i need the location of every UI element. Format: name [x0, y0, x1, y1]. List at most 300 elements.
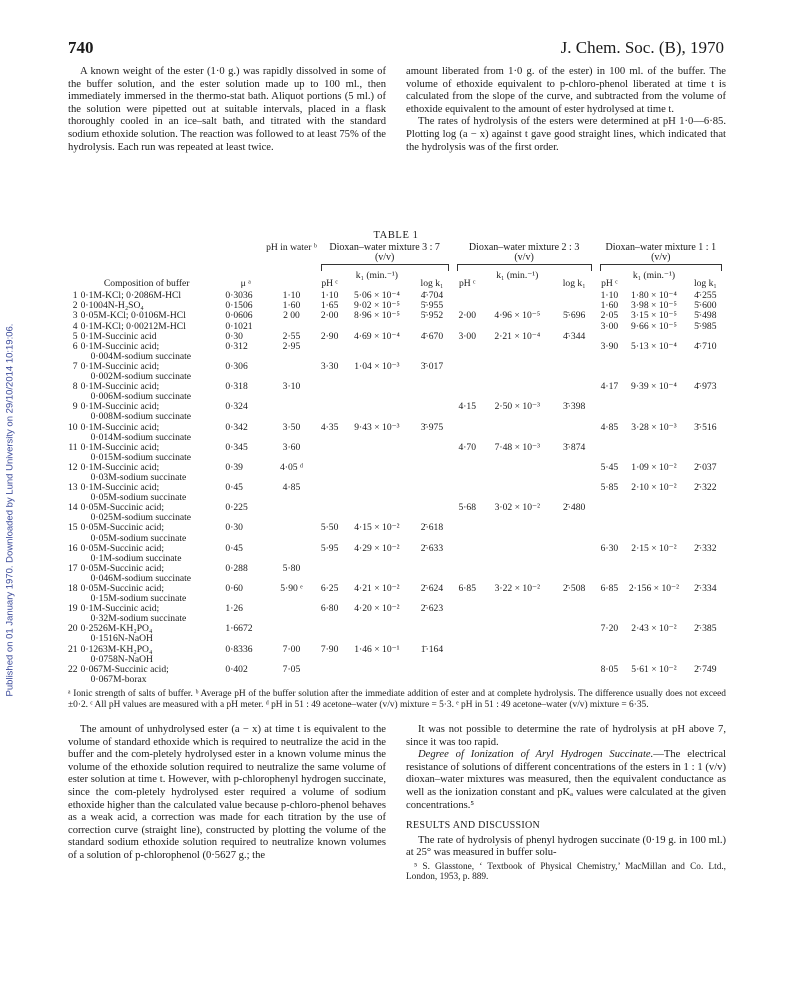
ph-1-1: 5·85 [600, 482, 619, 494]
k1-2-3: 3·02 × 10⁻² [494, 502, 540, 514]
ph-in-water: 2 00 [283, 310, 300, 322]
buffer-line-1: 0·05M-KCl; 0·0106M-HCl [80, 310, 186, 322]
k1-1-1 [623, 402, 685, 422]
buffer-composition [81, 443, 226, 463]
buffer-composition [81, 604, 226, 624]
ph-in-water [266, 362, 317, 382]
k1-2-3 [482, 463, 553, 483]
group-header-2: Dioxan–water mixture 2 : 3 (v/v) [468, 242, 580, 264]
k1-3-7: 4·20 × 10⁻² [354, 603, 400, 615]
ph-3-7: 7·90 [320, 643, 339, 655]
logk1-3-7: 5̄·952 [420, 310, 444, 322]
col-composition-header: Composition of buffer [103, 278, 190, 290]
ph-3-7 [317, 382, 343, 402]
buffer-composition [81, 665, 226, 685]
logk1-2-3 [553, 544, 596, 564]
ph-in-water: 5·90 ᵉ [280, 583, 303, 594]
ionic-strength: 0·306 [225, 360, 248, 372]
table-row [68, 544, 726, 564]
logk1-1-1: 2̄·749 [694, 663, 717, 675]
k1-2-3 [482, 423, 553, 443]
table-row [68, 423, 726, 443]
ionic-strength: 1·6672 [225, 623, 253, 635]
ph-3-7 [317, 624, 343, 644]
k1-1-1: 1·09 × 10⁻² [631, 461, 677, 473]
buffer-line-2: 0·025M-sodium succinate [90, 512, 192, 524]
buffer-line-1: 0·1M-Succinic acid; [80, 421, 160, 433]
ph-3-7 [317, 503, 343, 523]
buffer-line-1: 0·05M-Succinic acid; [80, 542, 164, 554]
k1-1-1: 9·39 × 10⁻⁴ [631, 381, 677, 393]
col-ph-header: pH ᶜ [601, 278, 618, 290]
ionic-strength: 0·1506 [225, 300, 253, 312]
k1-3-7 [342, 483, 411, 503]
logk1-3-7 [411, 483, 452, 503]
logk1-2-3 [553, 423, 596, 443]
logk1-2-3: 3̄·398 [562, 401, 586, 413]
col-logk1-header: log k₁ [562, 278, 586, 290]
ionic-strength: 0·30 [225, 330, 243, 342]
table-row [68, 342, 726, 362]
table-row [68, 483, 726, 503]
buffer-line-2: 0·015M-sodium succinate [90, 451, 192, 463]
download-watermark [2, 210, 18, 810]
table-row [68, 362, 726, 382]
ph-2-3 [453, 483, 482, 503]
k1-3-7: 4·69 × 10⁻⁴ [354, 330, 400, 342]
ph-3-7: 4·35 [320, 421, 339, 433]
k1-1-1: 2·10 × 10⁻² [631, 482, 677, 494]
ph-in-water [266, 523, 317, 543]
ph-2-3 [453, 624, 482, 644]
col-ph-water-header: pH in water ᵇ [266, 242, 317, 253]
table-row [68, 382, 726, 402]
logk1-2-3 [553, 604, 596, 624]
k1-1-1: 2·15 × 10⁻² [631, 542, 677, 554]
logk1-3-7 [411, 342, 452, 362]
row-number: 19 [68, 603, 78, 615]
logk1-3-7: 4̄·704 [420, 290, 444, 302]
buffer-line-1: 0·1M-Succinic acid; [80, 360, 160, 372]
ph-1-1 [596, 564, 624, 584]
ph-2-3 [453, 291, 482, 301]
ph-in-water: 4·85 [282, 482, 301, 494]
ph-1-1: 8·05 [600, 663, 619, 675]
top-left-column [68, 66, 386, 154]
ph-1-1 [596, 523, 624, 543]
k1-3-7 [342, 564, 411, 584]
logk1-1-1 [685, 362, 726, 382]
logk1-1-1 [685, 523, 726, 543]
ph-1-1 [596, 645, 624, 665]
ph-1-1: 3·90 [600, 340, 619, 352]
k1-1-1 [623, 523, 685, 543]
ionic-strength: 0·288 [225, 562, 248, 574]
buffer-line-1: 0·1M-Succinic acid; [80, 340, 160, 352]
col-ph-header: pH ᶜ [321, 278, 338, 290]
ph-1-1: 1·10 [600, 290, 619, 302]
row-number: 14 [68, 502, 78, 514]
logk1-1-1: 2̄·037 [694, 461, 717, 473]
ph-3-7 [317, 564, 343, 584]
k1-2-3 [482, 645, 553, 665]
ph-in-water: 3·10 [282, 381, 301, 393]
col-logk1-header: log k₁ [693, 278, 717, 290]
ionic-strength: 0·39 [225, 461, 243, 473]
col-k1-header: k₁ (min.⁻¹) [355, 270, 398, 282]
ionic-strength: 0·1021 [225, 320, 253, 332]
k1-1-1 [623, 564, 685, 584]
ionic-strength: 0·225 [225, 502, 248, 514]
logk1-1-1: 5̄·985 [694, 320, 717, 332]
table-row [68, 645, 726, 665]
row-number: 15 [68, 522, 78, 534]
buffer-line-1: 0·2526M-KH₂PO₄ [80, 623, 153, 635]
table-row [68, 332, 726, 342]
ph-2-3 [453, 544, 482, 564]
ph-2-3 [453, 463, 482, 483]
table-row [68, 584, 726, 604]
buffer-line-1: 0·1004N-H₂SO₄ [80, 300, 144, 312]
ionic-strength: 0·0606 [225, 310, 253, 322]
ph-3-7 [317, 483, 343, 503]
logk1-1-1: 4̄·255 [694, 290, 717, 302]
row-number: 22 [68, 663, 78, 675]
ph-3-7: 1·10 [320, 290, 339, 302]
paragraph-ionization [406, 749, 726, 812]
table-row [68, 503, 726, 523]
logk1-3-7 [411, 463, 452, 483]
row-number: 6 [72, 340, 78, 352]
ph-3-7 [317, 402, 343, 422]
ph-in-water: 7·00 [282, 643, 301, 655]
k1-1-1: 3·15 × 10⁻⁵ [631, 310, 677, 322]
k1-2-3 [482, 665, 553, 685]
logk1-3-7 [411, 402, 452, 422]
table-title: TABLE 1 [373, 230, 419, 241]
col-logk1-header: log k₁ [420, 278, 444, 290]
logk1-2-3 [553, 382, 596, 402]
logk1-2-3 [553, 362, 596, 382]
ph-2-3 [453, 342, 482, 362]
ph-2-3: 3·00 [458, 330, 477, 342]
ph-3-7: 2·00 [320, 310, 339, 322]
k1-1-1: 2·156 × 10⁻² [628, 583, 679, 594]
logk1-2-3 [553, 523, 596, 543]
logk1-1-1: 4̄·973 [694, 381, 717, 393]
logk1-2-3: 2̄·508 [562, 583, 586, 594]
logk1-1-1 [685, 604, 726, 624]
k1-3-7 [342, 382, 411, 402]
ph-2-3: 4·15 [458, 401, 477, 413]
k1-3-7: 5·06 × 10⁻⁴ [354, 290, 400, 302]
ph-2-3: 5·68 [458, 502, 477, 514]
ph-1-1 [596, 402, 624, 422]
buffer-line-2: 0·008M-sodium succinate [90, 411, 192, 423]
k1-1-1: 3·98 × 10⁻⁵ [631, 300, 677, 312]
row-number: 16 [68, 542, 78, 554]
logk1-3-7: 2̄·618 [420, 522, 444, 534]
k1-3-7 [342, 402, 411, 422]
k1-3-7 [342, 463, 411, 483]
table-row [68, 665, 726, 685]
table-footnote: ᵃ Ionic strength of salts of buffer. ᵇ Average pH of the buffer solution after the immediate addition of ester and at complete hydrolysis. The difference usually does not exceed ±0·2. ᶜ All pH values are measured with a pH meter. ᵈ pH in 51 : 49 acetone–water (v/v) mixture = 5·3. ᵉ pH in 51 : 49 acetone–water (v/v) mixture = 6·35. [68, 689, 726, 710]
buffer-line-2: 0·006M-sodium succinate [90, 391, 192, 403]
k1-3-7 [342, 624, 411, 644]
paragraph-rates: The rates of hydrolysis of the esters were determined at pH 1·0—6·85. Plotting log (a − x) against t gave good straight lines, which indicated that the hydrolysis was of the first order. [406, 116, 726, 153]
k1-1-1: 3·28 × 10⁻³ [631, 421, 677, 433]
buffer-composition [81, 463, 226, 483]
logk1-2-3 [553, 564, 596, 584]
logk1-1-1: 4̄·710 [694, 340, 717, 352]
k1-3-7: 4·21 × 10⁻² [354, 583, 400, 594]
logk1-1-1 [685, 443, 726, 463]
logk1-3-7: 1̄·164 [420, 643, 444, 655]
row-number: 11 [68, 441, 78, 453]
logk1-3-7: 2̄·624 [420, 583, 444, 594]
logk1-3-7 [411, 564, 452, 584]
logk1-3-7 [411, 443, 452, 463]
logk1-3-7: 3̄·975 [420, 421, 444, 433]
ph-1-1: 4·17 [600, 381, 619, 393]
buffer-composition [81, 544, 226, 564]
logk1-3-7: 2̄·623 [420, 603, 444, 615]
logk1-2-3: 4̄·344 [562, 330, 586, 342]
k1-2-3: 4·96 × 10⁻⁵ [494, 310, 541, 322]
buffer-line-1: 0·067M-Succinic acid; [80, 663, 169, 675]
table-row [68, 402, 726, 422]
buffer-line-2: 0·1M-sodium succinate [90, 552, 182, 564]
logk1-1-1: 3̄·516 [694, 421, 717, 433]
k1-2-3 [482, 291, 553, 301]
ph-2-3 [453, 645, 482, 665]
k1-2-3: 7·48 × 10⁻³ [494, 441, 540, 453]
ph-2-3 [453, 564, 482, 584]
row-number: 20 [68, 623, 78, 635]
k1-3-7: 9·43 × 10⁻³ [354, 421, 400, 433]
ionic-strength: 0·324 [225, 401, 248, 413]
k1-1-1 [623, 443, 685, 463]
k1-1-1 [623, 645, 685, 665]
data-table [68, 243, 726, 685]
k1-1-1: 5·13 × 10⁻⁴ [631, 340, 677, 352]
k1-2-3 [482, 624, 553, 644]
buffer-line-2: 0·067M-borax [90, 673, 147, 685]
logk1-2-3: 5̄·696 [562, 310, 586, 322]
ph-in-water: 2·55 [282, 330, 301, 342]
k1-2-3 [482, 362, 553, 382]
bottom-right-column [406, 724, 726, 883]
logk1-2-3 [553, 483, 596, 503]
logk1-3-7: 3̄·017 [420, 360, 444, 372]
row-number: 17 [68, 562, 78, 574]
logk1-1-1: 2̄·332 [694, 542, 717, 554]
ionic-strength: 1·26 [225, 603, 243, 615]
logk1-1-1: 5̄·600 [694, 300, 717, 312]
k1-3-7 [342, 443, 411, 463]
logk1-1-1: 2̄·322 [694, 482, 717, 494]
table-row [68, 564, 726, 584]
buffer-composition [81, 342, 226, 362]
ionic-strength: 0·402 [225, 663, 248, 675]
ph-2-3: 2·00 [458, 310, 477, 322]
ionic-strength: 0·45 [225, 542, 243, 554]
k1-2-3: 3·22 × 10⁻² [494, 583, 540, 594]
buffer-line-2: 0·046M-sodium succinate [90, 572, 192, 584]
k1-1-1: 2·43 × 10⁻² [631, 623, 677, 635]
buffer-line-2: 0·014M-sodium succinate [90, 431, 192, 443]
ph-in-water [266, 624, 317, 644]
group-header-1: Dioxan–water mixture 3 : 7 (v/v) [329, 242, 440, 264]
buffer-line-1: 0·1263M-KH₂PO₄ [80, 643, 153, 655]
ph-3-7: 6·25 [320, 583, 339, 594]
ph-in-water: 1·60 [282, 300, 301, 312]
ph-3-7: 2·90 [320, 330, 339, 342]
ph-3-7: 6·80 [320, 603, 339, 615]
k1-1-1: 9·66 × 10⁻⁵ [631, 320, 677, 332]
ph-2-3 [453, 423, 482, 443]
logk1-2-3: 3̄·874 [562, 441, 586, 453]
buffer-composition [81, 362, 226, 382]
table-row [68, 624, 726, 644]
k1-2-3 [482, 544, 553, 564]
ph-3-7 [317, 665, 343, 685]
logk1-1-1: 5̄·498 [694, 310, 717, 322]
buffer-line-1: 0·1M-Succinic acid; [80, 401, 160, 413]
row-number: 13 [68, 482, 78, 494]
buffer-line-1: 0·1M-Succinic acid [80, 330, 157, 342]
ionic-strength: 0·60 [225, 583, 243, 594]
ph-1-1 [596, 503, 624, 523]
row-number: 5 [72, 330, 78, 342]
journal-header: J. Chem. Soc. (B), 1970 [560, 38, 724, 57]
logk1-2-3 [553, 645, 596, 665]
k1-3-7 [342, 665, 411, 685]
ph-2-3 [453, 382, 482, 402]
table-row [68, 604, 726, 624]
ph-1-1: 6·85 [600, 583, 619, 594]
ionic-strength: 0·345 [225, 441, 248, 453]
k1-2-3 [482, 483, 553, 503]
table-row [68, 443, 726, 463]
table-row [68, 463, 726, 483]
paragraph-unhydrolysed: The amount of unhydrolysed ester (a − x) at time t is equivalent to the volume of standard ethoxide which is required to neutralize the acid in the buffer and the com-pletely hydrolysed ester in a known volume minus the volume of the ethoxide solution required to neutralize the same volume of ester solution at time t. However, with p-chlorophenyl hydrogen succinate, since the com-pletely hydrolysed ester required a volume of sodium ethoxide higher than the calculated value because p-chloro-phenol behaves as a weak acid, a correction was made for each titration by the use of correction curve (straight line), constructed by plotting the volume of the standard sodium ethoxide solution required to neutralize known volumes of a solution of p-chlorophenol (0·5627 g.; the [68, 724, 386, 861]
logk1-2-3 [553, 291, 596, 301]
ph-1-1: 3·00 [600, 320, 619, 332]
k1-3-7 [342, 342, 411, 362]
table-row [68, 523, 726, 543]
row-number: 2 [72, 300, 78, 312]
group-header-3: Dioxan–water mixture 1 : 1 (v/v) [605, 242, 717, 264]
buffer-line-2: 0·002M-sodium succinate [90, 371, 192, 383]
logk1-1-1 [685, 645, 726, 665]
ph-in-water [266, 604, 317, 624]
row-number: 3 [72, 310, 78, 322]
ph-1-1: 5·45 [600, 461, 619, 473]
section-heading: RESULTS AND DISCUSSION [406, 820, 541, 832]
logk1-1-1: 2̄·334 [694, 583, 717, 594]
col-ph-header: pH ᶜ [458, 278, 476, 290]
buffer-composition [81, 503, 226, 523]
row-number: 7 [72, 360, 78, 372]
ph-in-water: 3·60 [282, 441, 301, 453]
k1-2-3 [482, 523, 553, 543]
buffer-line-2: 0·1516N-NaOH [90, 633, 153, 645]
ionization-heading: Degree of Ionization of Aryl Hydrogen Succinate. [418, 749, 654, 761]
ph-in-water: 1·10 [282, 290, 301, 302]
k1-1-1: 1·80 × 10⁻⁴ [631, 290, 677, 302]
buffer-composition [81, 523, 226, 543]
buffer-line-2: 0·004M-sodium succinate [90, 350, 192, 362]
col-k1-header: k₁ (min.⁻¹) [632, 270, 676, 282]
buffer-line-1: 0·1M-Succinic acid; [80, 441, 160, 453]
buffer-line-2: 0·0758N-NaOH [90, 653, 153, 665]
buffer-line-1: 0·1M-Succinic acid; [80, 603, 160, 615]
buffer-composition [81, 645, 226, 665]
ph-in-water [266, 402, 317, 422]
ionic-strength: 0·30 [225, 522, 243, 534]
k1-1-1: 5·61 × 10⁻² [631, 663, 677, 675]
buffer-line-1: 0·05M-Succinic acid; [80, 562, 164, 574]
k1-2-3: 2·21 × 10⁻⁴ [494, 330, 541, 342]
reference-footnote: ⁵ S. Glasstone, ‘ Textbook of Physical Chemistry,’ MacMillan and Co. Ltd., London, 1953, p. 889. [406, 861, 726, 883]
ph-2-3 [453, 362, 482, 382]
k1-3-7 [342, 503, 411, 523]
logk1-3-7: 4̄·670 [420, 330, 444, 342]
buffer-composition [81, 624, 226, 644]
bottom-left-column [68, 724, 386, 863]
buffer-line-1: 0·1M-KCl; 0·00212M-HCl [80, 320, 186, 332]
logk1-3-7 [411, 665, 452, 685]
page-number: 740 [68, 38, 94, 57]
k1-3-7: 9·02 × 10⁻⁵ [354, 300, 400, 312]
paragraph-rapid: It was not possible to determine the rate of hydrolysis at pH above 7, since it was too rapid. [406, 724, 726, 748]
k1-2-3 [482, 382, 553, 402]
logk1-3-7: 2̄·633 [420, 542, 444, 554]
buffer-composition [81, 584, 226, 604]
buffer-composition [81, 483, 226, 503]
buffer-composition [81, 402, 226, 422]
paragraph-procedure: A known weight of the ester (1·0 g.) was rapidly dissolved in some of the buffer solution, and the ester solution made up to 100 ml., then immediately immersed in the thermo-stat bath. Aliquot portions (5 ml.) of the solution were pipetted out at suitable intervals, placed in a flask thoroughly cooled in an ice–salt bath, and titrated with the standard sodium ethoxide solution. The reaction was followed to at least 75% of the hydrolysis. Each run was repeated at least twice. [68, 66, 386, 153]
buffer-line-1: 0·1M-KCl; 0·2086M-HCl [80, 290, 182, 302]
buffer-composition [81, 564, 226, 584]
k1-3-7: 8·96 × 10⁻⁵ [354, 310, 400, 322]
buffer-line-1: 0·1M-Succinic acid; [80, 381, 160, 393]
buffer-line-2: 0·05M-sodium succinate [90, 492, 187, 504]
ph-2-3: 4·70 [458, 441, 477, 453]
logk1-1-1 [685, 402, 726, 422]
k1-2-3 [482, 342, 553, 362]
top-right-column [406, 66, 726, 154]
ph-1-1: 6·30 [600, 542, 619, 554]
ionic-strength: 0·45 [225, 482, 243, 494]
ph-3-7: 3·30 [320, 360, 339, 372]
buffer-composition [81, 423, 226, 443]
ionic-strength: 0·8336 [225, 643, 253, 655]
ph-in-water [266, 503, 317, 523]
buffer-line-1: 0·05M-Succinic acid; [80, 502, 164, 514]
ph-in-water: 3·50 [282, 421, 301, 433]
ph-1-1: 4·85 [600, 421, 619, 433]
ph-in-water: 5·80 [282, 562, 301, 574]
k1-3-7: 4·15 × 10⁻² [354, 522, 400, 534]
k1-1-1 [623, 503, 685, 523]
paragraph-results: The rate of hydrolysis of phenyl hydrogen succinate (0·19 g. in 100 ml.) at 25° was measured in buffer solu- [406, 834, 726, 859]
k1-3-7: 4·29 × 10⁻² [354, 542, 400, 554]
logk1-3-7 [411, 382, 452, 402]
ph-3-7 [317, 443, 343, 463]
buffer-line-2: 0·03M-sodium succinate [90, 471, 187, 483]
